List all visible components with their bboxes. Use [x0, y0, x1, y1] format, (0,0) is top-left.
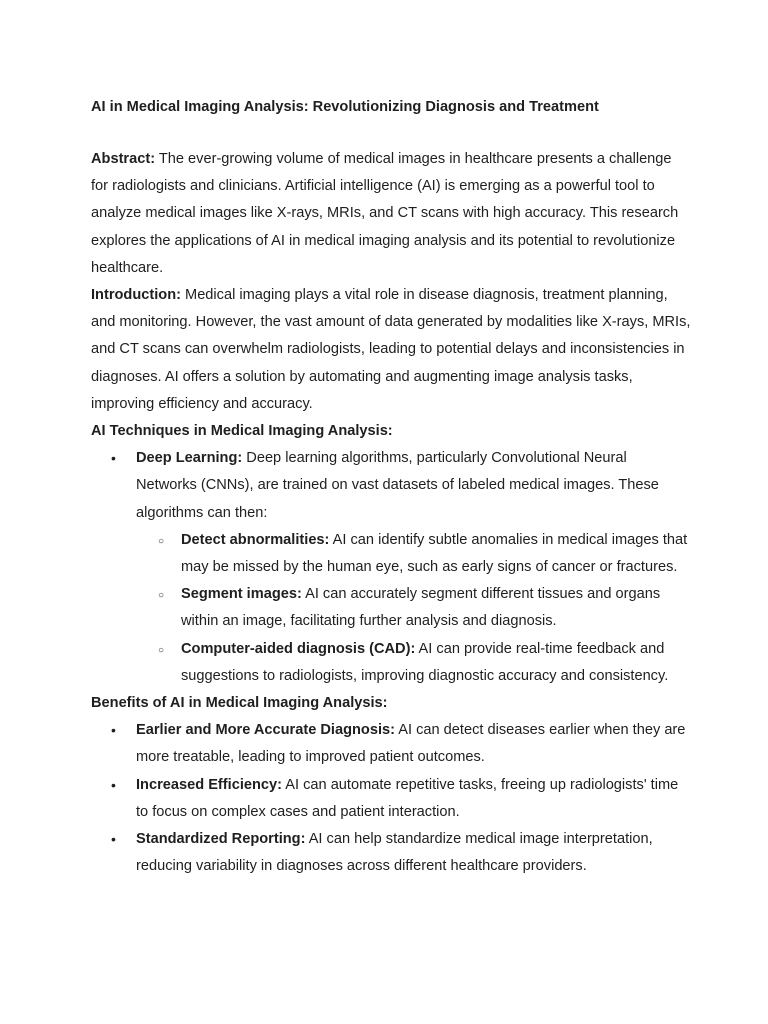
- abstract-paragraph: [91, 146, 691, 282]
- list-item-text: AI can automate repetitive tasks, freeing up radiologists' time to focus on complex cases and patient interaction.: [136, 776, 679, 820]
- bullet-icon: •: [111, 776, 116, 793]
- list-item: [91, 445, 691, 690]
- techniques-list: [91, 445, 691, 690]
- benefits-heading: Benefits of AI in Medical Imaging Analysis:: [91, 695, 388, 712]
- list-item-text: AI can help standardize medical image interpretation, reducing variability in diagnoses across different healthcare providers.: [136, 831, 653, 875]
- list-item-label: Computer-aided diagnosis (CAD):: [181, 640, 416, 657]
- introduction-text: Medical imaging plays a vital role in disease diagnosis, treatment planning, and monitoring. However, the vast amount of data generated by modalities like X-rays, MRIs, and CT scans can overwhelm radiologists, leading to potential delays and inconsistencies in diagnoses. AI offers a solution by automating and augmenting image analysis tasks, improving efficiency and accuracy.: [91, 287, 691, 412]
- list-item-text: AI can accurately segment different tissues and organs within an image, facilitating further analysis and diagnosis.: [181, 586, 661, 630]
- circle-bullet-icon: ○: [158, 590, 165, 602]
- list-item: [91, 717, 691, 771]
- deep-learning-sublist: [136, 527, 691, 690]
- list-item-text: AI can provide real-time feedback and suggestions to radiologists, improving diagnostic accuracy and consistency.: [181, 640, 669, 684]
- abstract-text: The ever-growing volume of medical images in healthcare presents a challenge for radiologists and clinicians. Artificial intelligence (AI) is emerging as a powerful tool to analyze medical images like X-rays, MRIs, and CT scans with high accuracy. This research explores the applications of AI in medical imaging analysis and its potential to revolutionize healthcare.: [91, 151, 679, 276]
- list-item-text: AI can identify subtle anomalies in medical images that may be missed by the human eye, such as early signs of cancer or fractures.: [181, 531, 688, 576]
- bullet-icon: •: [111, 722, 116, 739]
- bullet-icon: •: [111, 831, 116, 848]
- circle-bullet-icon: ○: [158, 535, 165, 547]
- list-item-label: Standardized Reporting:: [136, 831, 306, 848]
- abstract-label: Abstract:: [91, 151, 156, 167]
- list-item: [136, 527, 691, 581]
- document-page: [91, 96, 691, 880]
- introduction-paragraph: [91, 282, 691, 418]
- list-item-label: Earlier and More Accurate Diagnosis:: [136, 722, 395, 739]
- list-item-label: Deep Learning:: [136, 450, 243, 467]
- bullet-icon: •: [111, 450, 116, 467]
- list-item-label: Increased Efficiency:: [136, 776, 283, 793]
- circle-bullet-icon: ○: [158, 644, 165, 656]
- list-item: [91, 772, 691, 826]
- list-item: [136, 581, 691, 635]
- techniques-heading: AI Techniques in Medical Imaging Analysis:: [91, 423, 393, 440]
- list-item-label: Segment images:: [181, 586, 302, 603]
- list-item: [91, 826, 691, 880]
- list-item-text: AI can detect diseases earlier when they are more treatable, leading to improved patient outcomes.: [136, 722, 686, 766]
- introduction-label: Introduction:: [91, 287, 181, 304]
- benefits-list: [91, 717, 691, 880]
- list-item: [136, 636, 691, 690]
- list-item-text: Deep learning algorithms, particularly Convolutional Neural Networks (CNNs), are trained on vast datasets of labeled medical images. These algorithms can then:: [136, 450, 659, 521]
- list-item-label: Detect abnormalities:: [181, 531, 330, 548]
- document-title: AI in Medical Imaging Analysis: Revolutionizing Diagnosis and Treatment: [91, 99, 599, 115]
